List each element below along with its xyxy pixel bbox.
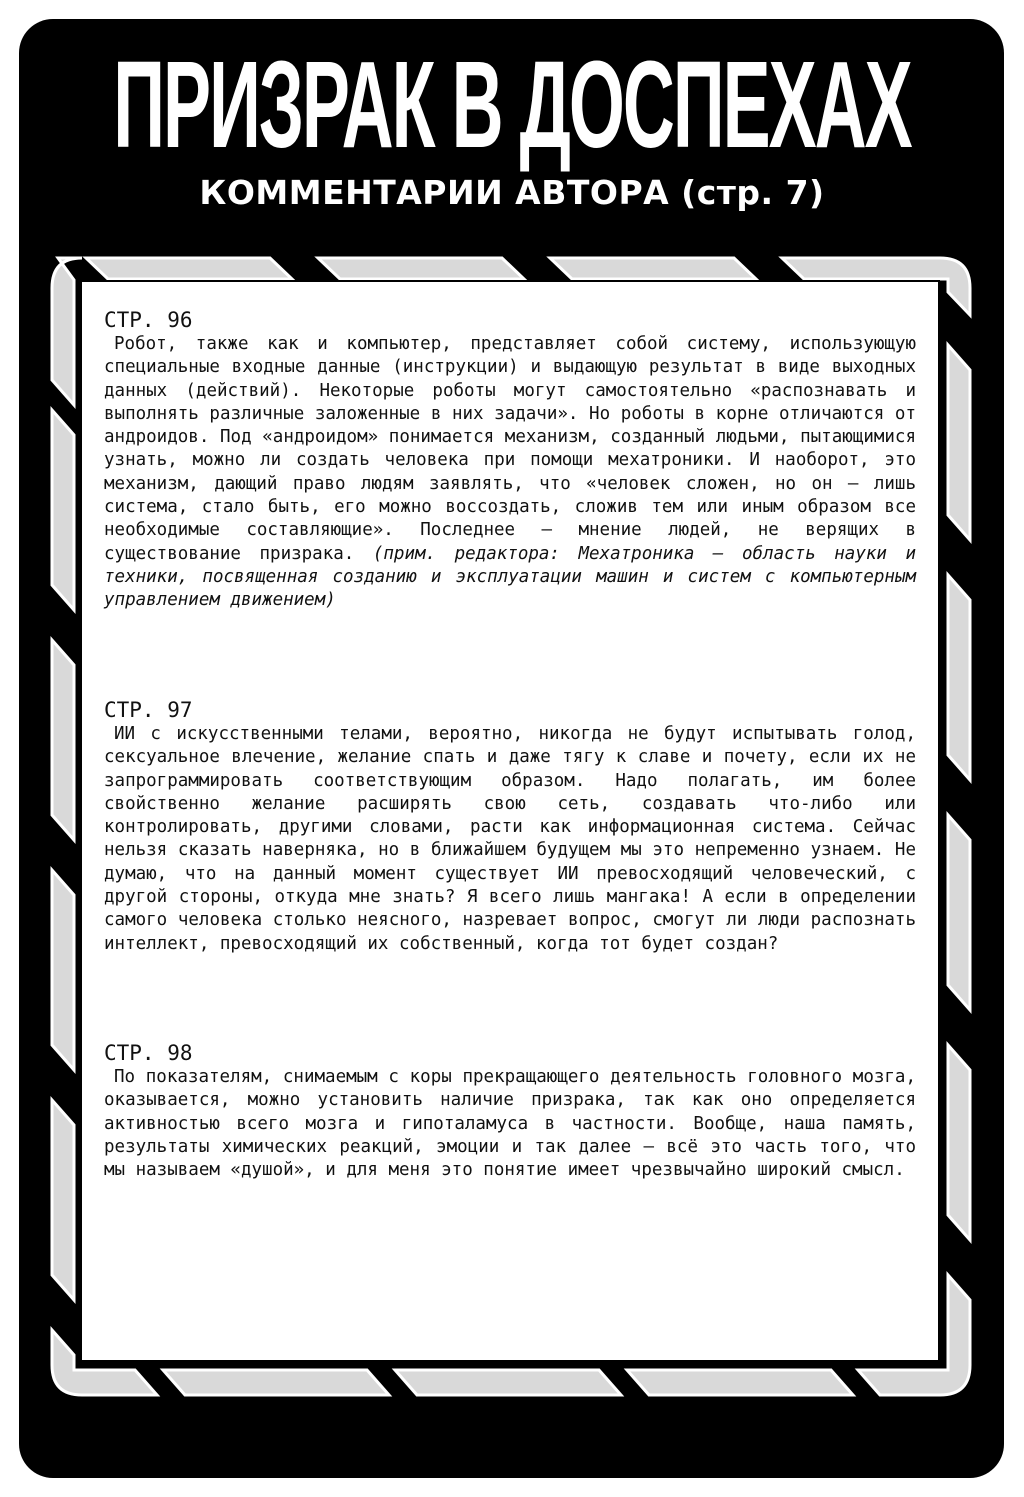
border-stripe (550, 258, 756, 279)
border-stripe (627, 1370, 853, 1395)
border-stripe (948, 815, 970, 1010)
section-body: ИИ с искусственными телами, вероятно, никогда не будут испытывать голод, сексуальное влечение, желание спать и даже тягу к славе и почету, если их не запрограммировать соответствующим образом. Надо полагать, им более свойственно желание расширять свою сеть, создавать что-либо или контролировать, другими словами, расти как информационная система. Сейчас нельзя сказать наверняка, но в ближайшем будущем мы это непременно узнаем. Не думаю, что на данный момент существует ИИ превосходящий человеческий, с другой стороны, откуда мне знать? Я всего лишь мангака! А если в определении самого человека столько неясного, назревает вопрос, смогут ли люди распознать интеллект, превосходящий их собственный, когда тот будет создан? (104, 724, 916, 954)
border-stripe (52, 640, 74, 840)
editor-note: (прим. редактора: Мехатроника – область науки и техники, посвященная созданию и эксплуатации машин и систем с компьютерным управлением движением) (104, 543, 916, 611)
border-stripe (52, 870, 74, 1070)
section-heading: СТР. 97 (104, 698, 193, 722)
section-body: По показателям, снимаемым с коры прекращающего деятельность головного мозга, оказывается, можно установить наличие призрака, так как оно определяется активностью всего мозга и гипоталамуса в частности. Вообще, наша память, результаты химических реакций, эмоции и так далее – всё это часть того, что мы называем «душой», и для меня это понятие имеет чрезвычайно широкий смысл. (104, 1067, 916, 1181)
border-stripe (163, 1370, 389, 1395)
border-stripe (52, 1100, 74, 1300)
section-text: Робот, также как и компьютер, представляет собой систему, использующую специальные входные данные (инструкции) и выдающую результат в виде выходных данных (действий). Некоторые роботы могут самостоятельно «распознавать и выполнять различные заложенные в них задачи». Но роботы в корне отличаются от андроидов. Под «андроидом» понимается механизм, созданный людьми, пытающимися узнать, можно ли создать человека при помощи мехатроники. И наоборот, это механизм, дающий право людям заявлять, что «человек сложен, но он – лишь система, стало быть, его можно воссоздать, сложив тем или иным образом все необходимые составляющие». Последнее – мнение людей, не верящих в существование призрака. (104, 334, 916, 564)
border-stripe (318, 258, 524, 279)
border-stripe (395, 1370, 621, 1395)
border-stripe (948, 1045, 970, 1240)
page-subtitle: КОММЕНТАРИИ АВТОРА (стр. 7) (199, 173, 825, 212)
section-heading: СТР. 98 (104, 1041, 193, 1065)
comment-section-98 (104, 1040, 916, 1182)
page-title: ПРИЗРАК В ДОСПЕХАХ (113, 37, 911, 175)
comment-section-96 (104, 307, 916, 613)
comment-section-97 (104, 697, 916, 956)
border-stripe (86, 258, 292, 279)
border-stripe (948, 575, 970, 780)
border-stripe (52, 258, 82, 405)
section-body (104, 333, 916, 613)
border-stripe (52, 410, 74, 610)
section-heading: СТР. 96 (104, 308, 193, 332)
border-stripe (948, 345, 970, 540)
